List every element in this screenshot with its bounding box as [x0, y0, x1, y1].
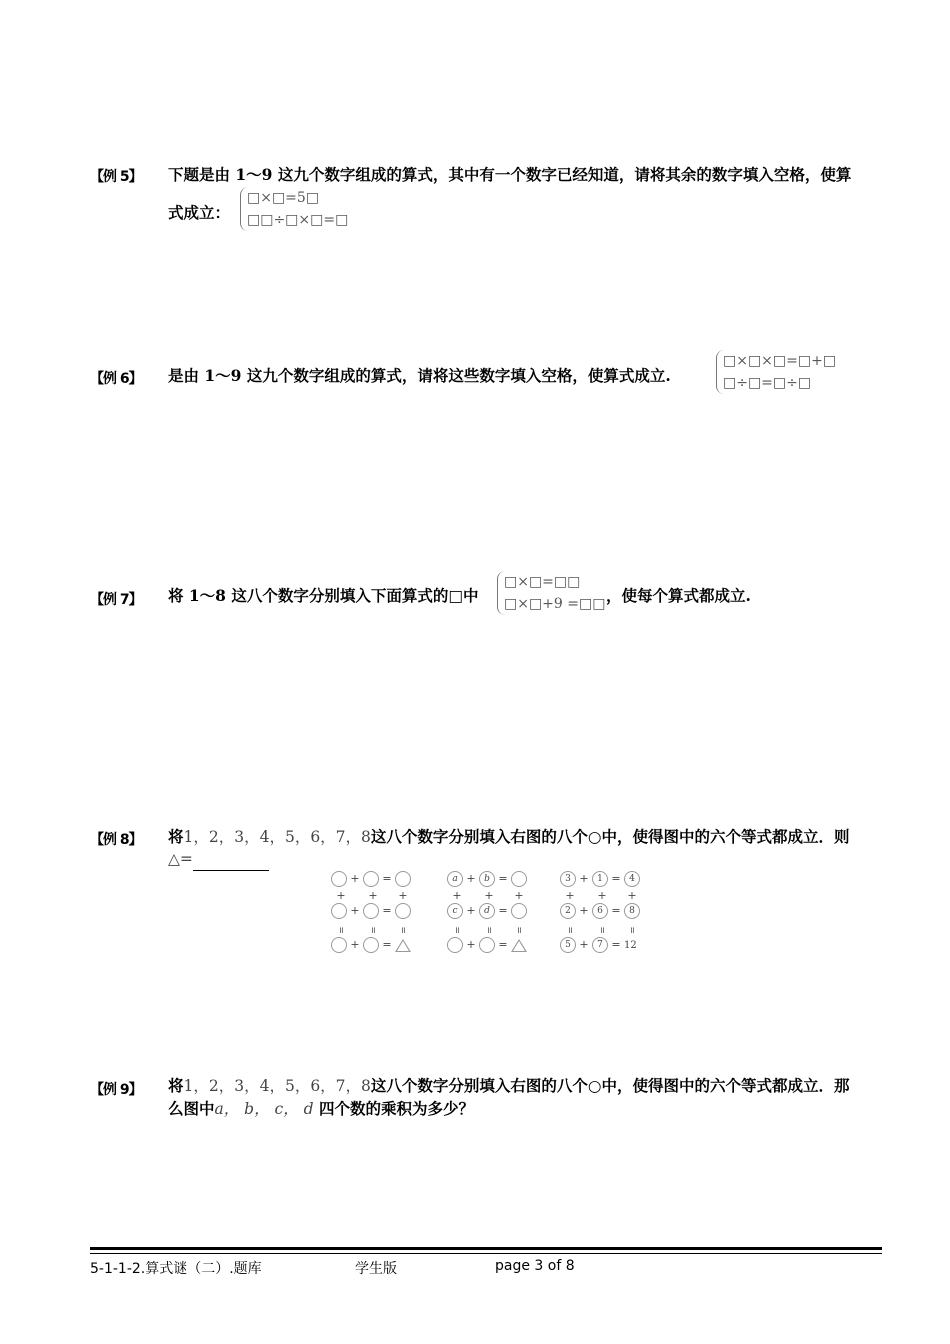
circle-number: 1 [592, 871, 608, 887]
example-9-suffix: 这八个数字分别填入右图的八个○中，使得图中的六个等式都成立．那 [370, 1076, 850, 1095]
circle-a: a [447, 871, 463, 887]
example-9-digits: 1，2，3，4，5，6，7，8 [183, 1077, 371, 1095]
example-8-suffix: 这八个数字分别填入右图的八个○中，使得图中的六个等式都成立．则 [370, 827, 850, 846]
example-6-tag: 【例 6】 [90, 371, 142, 387]
triangle-shape [511, 939, 527, 952]
circle-c: c [447, 903, 463, 919]
example-8-tag: 【例 8】 [90, 832, 142, 848]
example-9-text-line1 [168, 1074, 849, 1098]
circle-number: 8 [624, 903, 640, 919]
example-6-equation-system [716, 350, 836, 394]
footer-rule-thick [90, 1247, 882, 1250]
circle-number: 3 [560, 871, 576, 887]
example-9-tag: 【例 9】 [90, 1082, 142, 1098]
example-5-text-line2: 式成立： [168, 203, 231, 222]
circle-shape [363, 871, 379, 887]
example-8-text-line2 [168, 847, 269, 871]
footer-edition: 学生版 [355, 1261, 397, 1277]
circle-d: d [479, 903, 495, 919]
circle-shape [363, 903, 379, 919]
footer-rule-thin [90, 1253, 882, 1254]
circle-b: b [479, 871, 495, 887]
example-5-text-line1: 下题是由 1～9 这九个数字组成的算式，其中有一个数字已经知道，请将其余的数字填入空格，使算 [168, 165, 852, 184]
example-7-text-a: 将 1～8 这八个数字分别填入下面算式的□中 [168, 586, 479, 605]
circle-number: 5 [560, 937, 576, 953]
example-9-line2-suffix: 四个数的乘积为多少？ [313, 1099, 474, 1118]
example-8-text-line1 [168, 825, 849, 849]
circle-shape [331, 871, 347, 887]
triangle-shape [395, 939, 411, 952]
circle-number: 7 [592, 937, 608, 953]
equation-line: □÷□=□÷□ [723, 375, 812, 391]
circle-shape [363, 937, 379, 953]
footer-page-number: page 3 of 8 [495, 1258, 575, 1274]
equation-line: □×□×□=□+□ [723, 353, 837, 369]
example-9-line2-prefix: 么图中 [168, 1099, 215, 1118]
equation-line: □□÷□×□=□ [247, 212, 349, 228]
example-6-text: 是由 1～9 这九个数字组成的算式，请将这些数字填入空格，使算式成立. [168, 366, 671, 385]
example-7-equation-system [497, 571, 605, 615]
equation-line: □×□+9 =□□ [504, 596, 606, 612]
example-5-tag: 【例 5】 [90, 169, 142, 185]
example-7-text-b: ，使每个算式都成立. [606, 586, 751, 605]
example-5-equation-system [240, 187, 348, 231]
equation-line: □×□=5□ [247, 190, 320, 206]
footer-title: 5-1-1-2.算式谜（二）.题库 [90, 1261, 262, 1277]
circle-number: 6 [592, 903, 608, 919]
triangle-number: 12 [624, 940, 637, 951]
example-7-tag: 【例 7】 [90, 592, 142, 608]
example-9-vars: a， b， c， d [214, 1100, 314, 1118]
example-8-prefix: 将 [168, 827, 184, 846]
example-9-text-line2 [168, 1097, 474, 1121]
circle-shape [395, 871, 411, 887]
example-8-digits: 1，2，3，4，5，6，7，8 [183, 828, 371, 846]
circle-shape [511, 871, 527, 887]
circle-shape [331, 937, 347, 953]
example-9-prefix: 将 [168, 1076, 184, 1095]
circle-number: 2 [560, 903, 576, 919]
circle-number: 4 [624, 871, 640, 887]
equation-line: □×□=□□ [504, 574, 581, 590]
triangle-label: △= [168, 850, 193, 868]
circle-shape [447, 937, 463, 953]
circle-shape [395, 903, 411, 919]
circle-shape [331, 903, 347, 919]
circle-shape [479, 937, 495, 953]
circle-shape [511, 903, 527, 919]
answer-blank[interactable] [193, 856, 269, 871]
